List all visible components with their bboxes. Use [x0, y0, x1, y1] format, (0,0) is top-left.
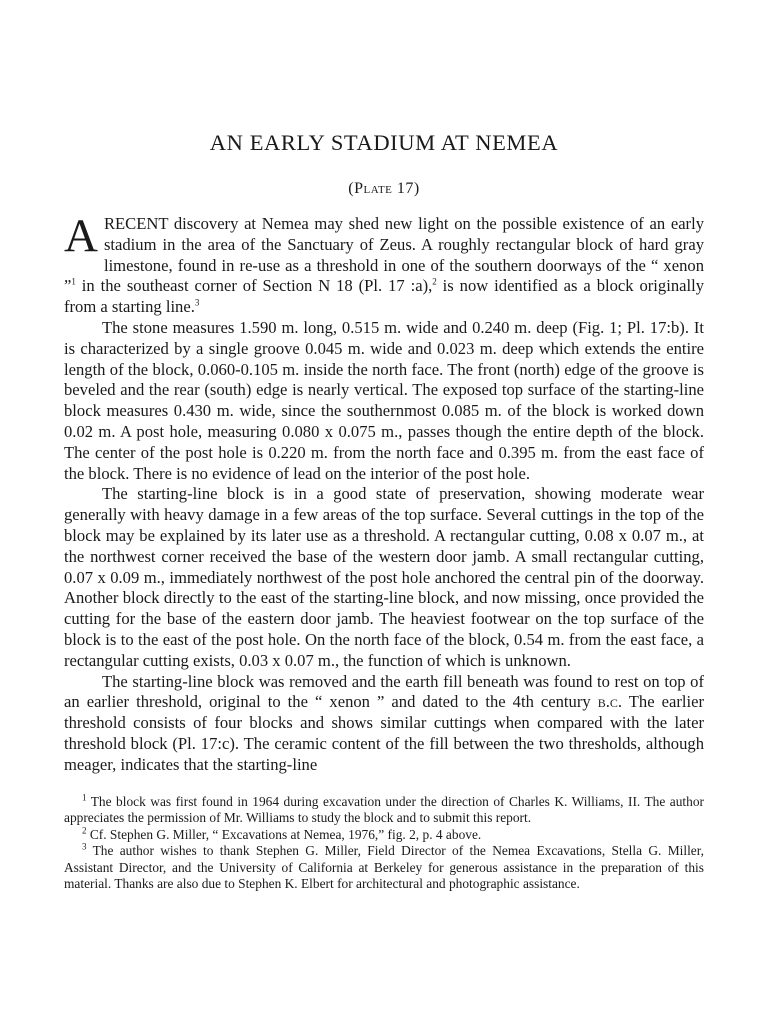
- paragraph-4-text-a: The starting-line block was removed and the earth fill beneath was found to rest on top of an earlier threshold, original to the “ xenon ” and dated to the 4th century: [64, 671, 704, 712]
- footnote-number: 3: [82, 841, 87, 852]
- page: [64, 120, 704, 893]
- paragraph-1-text-b: in the southeast corner of Section N 18 (Pl. 17 :a),: [75, 276, 433, 296]
- footnote-text: The block was first found in 1964 during excavation under the direction of Charles K. Williams, II. The author appreciates the permission of Mr. Williams to study the block and to submit this report.: [64, 793, 704, 826]
- footnote-number: 2: [82, 825, 87, 836]
- footnote-text: The author wishes to thank Stephen G. Miller, Field Director of the Nemea Excavations, Stella G. Miller, Assistant Director, and the University of California at Berkeley for generous assistance in the preparation of this material. Thanks are also due to Stephen K. Elbert for architectural and photographic assistance.: [64, 843, 704, 892]
- plate-reference: (Plate 17): [348, 180, 420, 197]
- footnote: [64, 843, 704, 893]
- footnote: [64, 827, 704, 844]
- paragraph-3: The starting-line block is in a good state of preservation, showing moderate wear generally with heavy damage in a few areas of the top surface. Several cuttings in the top of the block may be explained by its later use as a threshold. A rectangular cutting, 0.08 x 0.07 m., at the northwest corner received the base of the western door jamb. A small rectangular cutting, 0.07 x 0.09 m., immediately northwest of the post hole anchored the central pin of the doorway. Another block directly to the east of the starting-line block, and now missing, once provided the cutting for the base of the eastern door jamb. The heaviest footwear on the top surface of the block is to the east of the post hole. On the north face of the block, 0.54 m. from the east face, a rectangular cutting exists, 0.03 x 0.07 m., the function of which is unknown.: [64, 484, 704, 670]
- paragraph-4: [64, 672, 704, 776]
- paragraph-1-text-c: is now identified as a block originally from a starting line.: [64, 276, 704, 317]
- paragraph-1-text-a: RECENT discovery at Nemea may shed new light on the possible existence of an early stadium in the area of the Sanctuary of Zeus. A roughly rectangular block of hard gray limestone, found in re-use as a threshold in one of the southern doorways of the “ xenon ”: [64, 214, 704, 296]
- footnotes: [64, 794, 704, 894]
- footnote-ref-1: 1: [71, 276, 76, 287]
- footnote-number: 1: [82, 792, 87, 803]
- era-abbreviation: b.c.: [597, 692, 623, 712]
- paragraph-2: The stone measures 1.590 m. long, 0.515 m. wide and 0.240 m. deep (Fig. 1; Pl. 17:b). It is characterized by a single groove 0.045 m. wide and 0.023 m. deep which extends the entire length of the block, 0.060-0.105 m. inside the north face. The front (north) edge of the groove is beveled and the rear (south) edge is nearly vertical. The exposed top surface of the starting-line block measures 0.430 m. wide, since the southernmost 0.085 m. of the block is worked down 0.02 m. A post hole, measuring 0.080 x 0.075 m., passes though the entire depth of the block. The center of the post hole is 0.220 m. from the north face and 0.395 m. from the east face of the block. There is no evidence of lead on the interior of the post hole.: [64, 317, 704, 483]
- footnote-ref-2: 2: [432, 276, 437, 287]
- drop-cap: A: [64, 210, 98, 262]
- footnote-text: Cf. Stephen G. Miller, “ Excavations at Nemea, 1976,” fig. 2, p. 4 above.: [86, 826, 482, 842]
- article-title: AN EARLY STADIUM AT NEMEA: [209, 130, 559, 155]
- paragraph-4-text-b: The earlier threshold consists of four blocks and shows similar cuttings when compared with the later threshold block (Pl. 17:c). The ceramic content of the fill between the two thresholds, although meager, indicates that the starting-line: [64, 692, 704, 774]
- paragraph-1: [64, 210, 704, 318]
- article-body: [64, 210, 704, 776]
- footnote-ref-3: 3: [194, 297, 200, 308]
- footnote: [64, 794, 704, 827]
